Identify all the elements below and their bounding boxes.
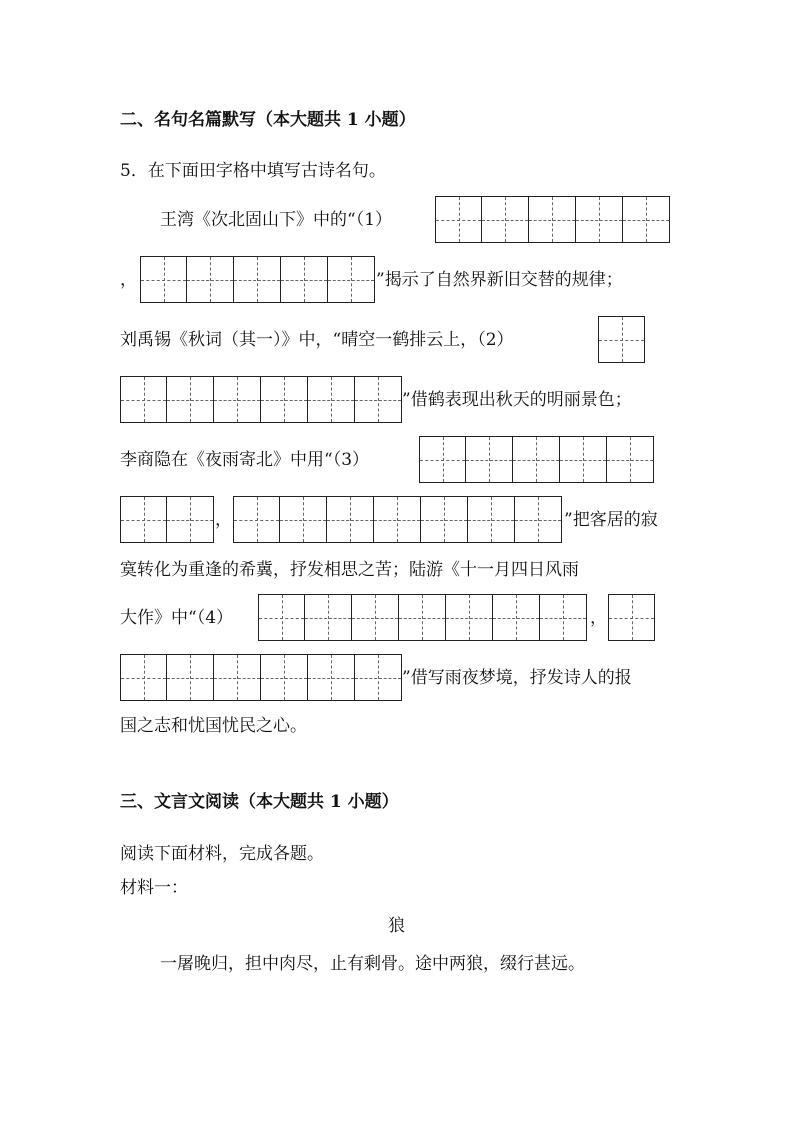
grid-cell[interactable] <box>328 256 375 303</box>
answer-grid-1b[interactable] <box>140 256 375 303</box>
grid-cell[interactable] <box>305 594 352 641</box>
grid-cell[interactable] <box>513 436 560 483</box>
grid-cell[interactable] <box>280 496 327 543</box>
grid-cell[interactable] <box>214 654 261 701</box>
grid-cell[interactable] <box>261 376 308 423</box>
grid-cell[interactable] <box>167 654 214 701</box>
grid-cell[interactable] <box>120 654 167 701</box>
grid-cell[interactable] <box>355 376 402 423</box>
grid-cell[interactable] <box>446 594 493 641</box>
grid-cell[interactable] <box>187 256 234 303</box>
grid-cell[interactable] <box>258 594 305 641</box>
grid-cell[interactable] <box>374 496 421 543</box>
line2-comma: ， <box>120 270 137 290</box>
grid-cell[interactable] <box>482 196 529 243</box>
grid-cell[interactable] <box>120 376 167 423</box>
grid-cell[interactable] <box>576 196 623 243</box>
grid-cell[interactable] <box>308 376 355 423</box>
grid-cell[interactable] <box>421 496 468 543</box>
line6-after: ”把客居的寂 <box>564 510 658 530</box>
grid-cell[interactable] <box>607 436 654 483</box>
grid-cell[interactable] <box>352 594 399 641</box>
grid-cell[interactable] <box>120 496 167 543</box>
grid-cell[interactable] <box>233 496 280 543</box>
line10-text: 国之志和忧国忧民之心。 <box>120 716 307 736</box>
grid-cell[interactable] <box>466 436 513 483</box>
line9-after: ”借写雨夜梦境，抒发诗人的报 <box>402 668 632 688</box>
grid-cell[interactable] <box>419 436 466 483</box>
grid-cell[interactable] <box>623 196 670 243</box>
line3-text: 刘禹锡《秋词（其一）》中，“晴空一鹤排云上，（2） <box>120 330 514 350</box>
grid-cell[interactable] <box>308 654 355 701</box>
grid-cell[interactable] <box>560 436 607 483</box>
grid-cell[interactable] <box>529 196 576 243</box>
grid-cell[interactable] <box>214 376 261 423</box>
section3-heading: 三、文言文阅读（本大题共 1 小题） <box>120 792 399 812</box>
grid-cell[interactable] <box>140 256 187 303</box>
grid-cell[interactable] <box>281 256 328 303</box>
grid-cell[interactable] <box>515 496 562 543</box>
passage-text: 一屠晚归，担中肉尽，止有剩骨。途中两狼，缀行甚远。 <box>160 954 585 974</box>
question-5: 5．在下面田字格中填写古诗名句。 <box>120 161 386 181</box>
grid-cell[interactable] <box>435 196 482 243</box>
grid-cell[interactable] <box>608 594 655 641</box>
line7-text: 寞转化为重逢的希冀，抒发相思之苦；陆游《十一月四日风雨 <box>120 560 579 580</box>
answer-grid-3a[interactable] <box>419 436 654 483</box>
grid-cell[interactable] <box>167 376 214 423</box>
line8-comma: ， <box>590 608 607 628</box>
section3-instruction: 阅读下面材料，完成各题。 <box>120 844 324 864</box>
grid-cell[interactable] <box>327 496 374 543</box>
answer-grid-4a[interactable] <box>258 594 587 641</box>
passage-title: 狼 <box>388 916 405 936</box>
answer-grid-2b[interactable] <box>120 376 402 423</box>
answer-grid-3b[interactable] <box>120 496 214 543</box>
material-label: 材料一： <box>120 878 188 898</box>
grid-cell[interactable] <box>234 256 281 303</box>
grid-cell[interactable] <box>598 316 645 363</box>
grid-cell[interactable] <box>493 594 540 641</box>
grid-cell[interactable] <box>540 594 587 641</box>
answer-grid-2a[interactable] <box>598 316 645 363</box>
grid-cell[interactable] <box>261 654 308 701</box>
answer-grid-1a[interactable] <box>435 196 670 243</box>
grid-cell[interactable] <box>355 654 402 701</box>
line6-comma: ， <box>215 510 232 530</box>
line4-after: ”借鹤表现出秋天的明丽景色； <box>402 390 632 410</box>
line8-text: 大作》中“（4） <box>120 608 234 628</box>
answer-grid-4b[interactable] <box>608 594 655 641</box>
answer-grid-4c[interactable] <box>120 654 402 701</box>
line1-text: 王湾《次北固山下》中的“（1） <box>160 210 393 230</box>
grid-cell[interactable] <box>399 594 446 641</box>
grid-cell[interactable] <box>167 496 214 543</box>
answer-grid-3c[interactable] <box>233 496 562 543</box>
grid-cell[interactable] <box>468 496 515 543</box>
section2-heading: 二、名句名篇默写（本大题共 1 小题） <box>120 110 416 130</box>
line2-after: ”揭示了自然界新旧交替的规律； <box>376 270 623 290</box>
line5-text: 李商隐在《夜雨寄北》中用“（3） <box>120 450 370 470</box>
